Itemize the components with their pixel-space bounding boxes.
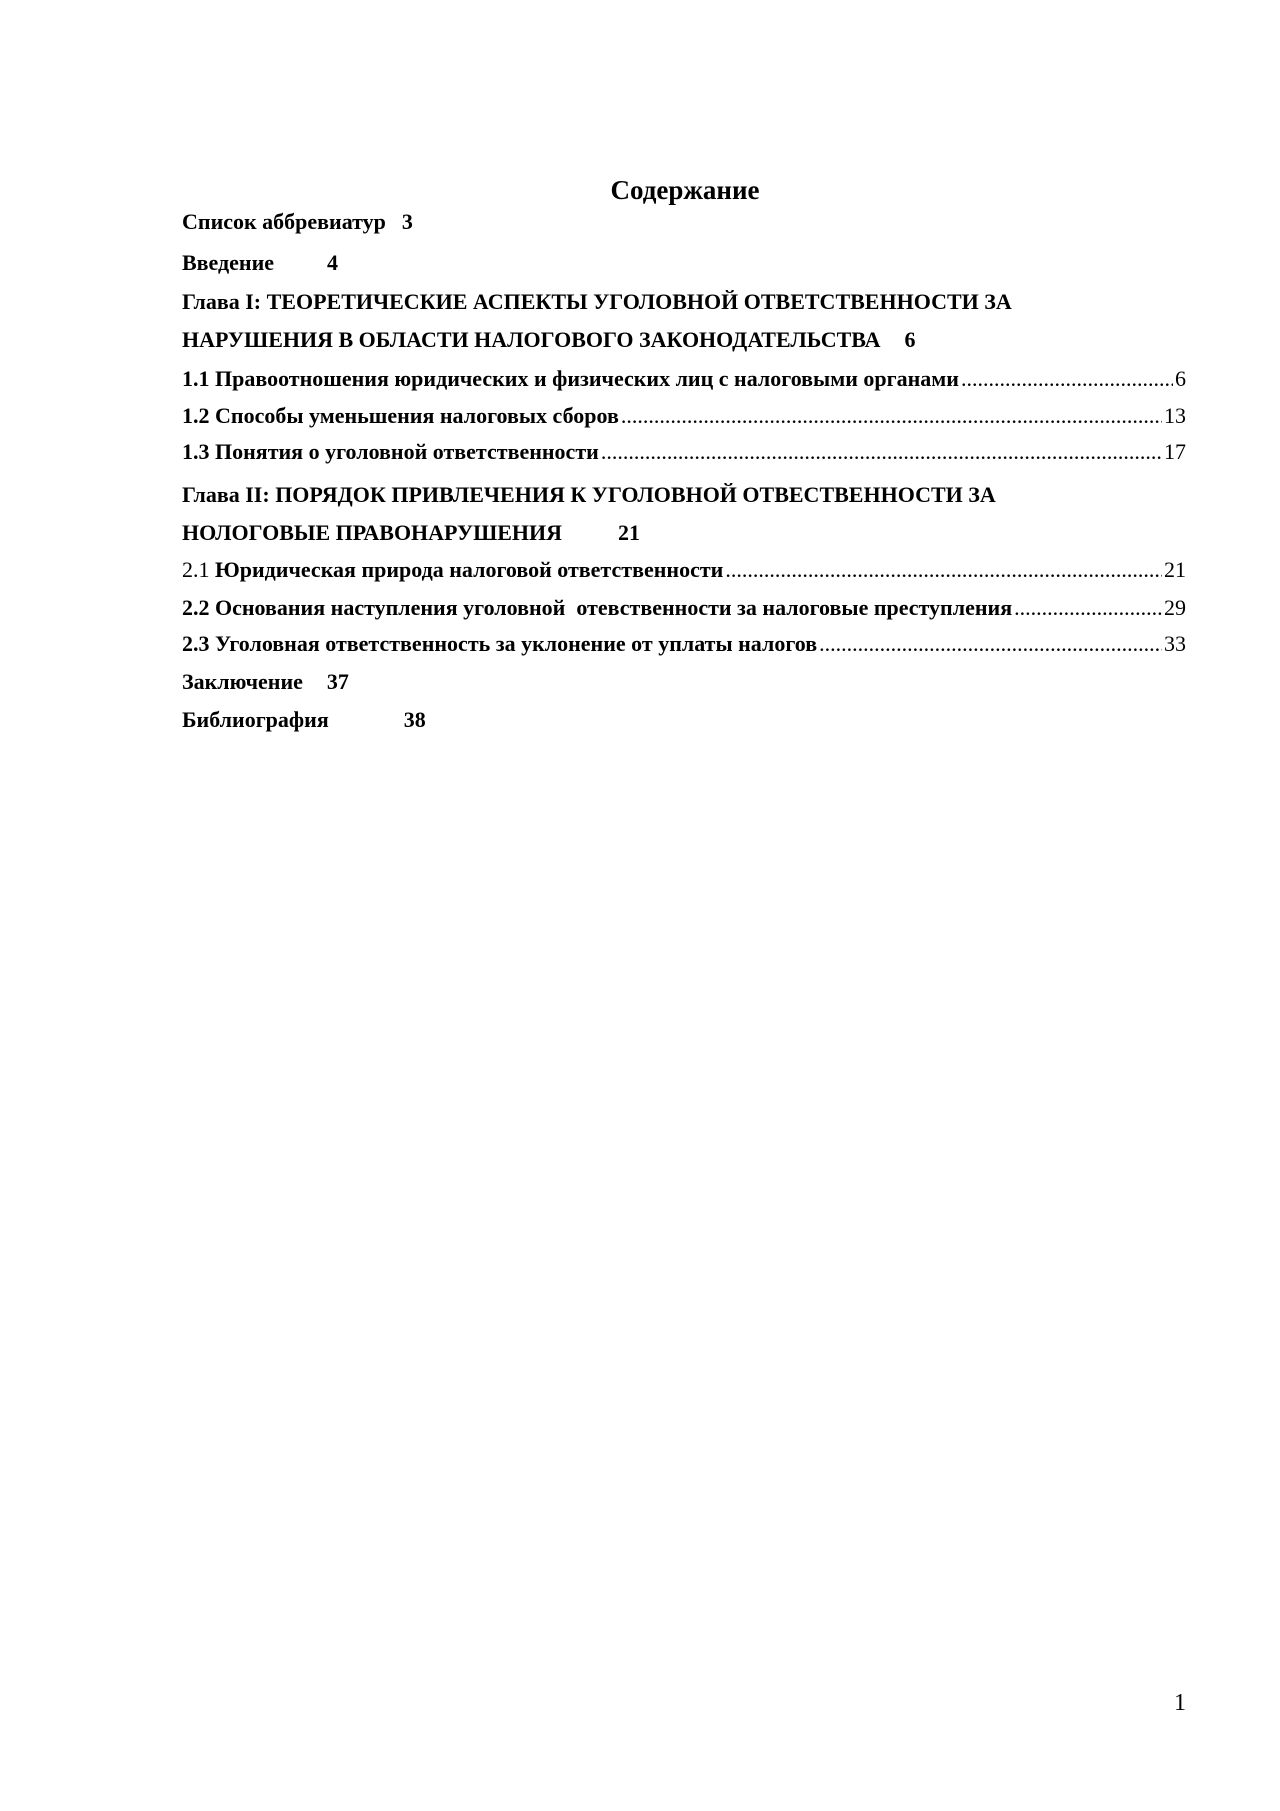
toc-entry-abbreviations[interactable] — [182, 207, 1186, 237]
toc-entry-page: 37 — [326, 669, 349, 694]
toc-entry-text: Введение — [182, 250, 275, 275]
toc-entry-text: 2.2 Основания наступления уголовной отевственности за налоговые преступления — [182, 595, 1013, 620]
toc-entry-text: 1.2 Способы уменьшения налоговых сборов — [182, 403, 619, 428]
toc-entry-text: 1.1 Правоотношения юридических и физических лиц с налоговыми органами — [182, 366, 959, 391]
toc-entry-introduction[interactable] — [182, 248, 1186, 278]
toc-entry-page: 17 — [1164, 439, 1186, 464]
toc-dot-leader — [621, 401, 1162, 431]
toc-entry-conclusion[interactable] — [182, 667, 1186, 697]
toc-entry-1-3[interactable] — [182, 437, 1186, 467]
toc-dot-leader — [601, 437, 1162, 467]
toc-entry-chapter-2-line2[interactable] — [182, 518, 1186, 548]
toc-dot-leader — [1014, 593, 1162, 623]
toc-entry-text: Глава II: ПОРЯДОК ПРИВЛЕЧЕНИЯ К УГОЛОВНОЙ ОТВЕСТВЕННОСТИ ЗА — [182, 482, 996, 507]
toc-entry-text: Библиография — [182, 707, 329, 732]
toc-entry-2-1[interactable] — [182, 555, 1186, 585]
toc-entry-number: 2.1 — [182, 557, 210, 582]
toc-entry-text: Список аббревиатур — [182, 209, 386, 234]
toc-entry-page: 6 — [1175, 366, 1186, 391]
toc-entry-1-1[interactable] — [182, 364, 1186, 394]
toc-dot-leader — [819, 629, 1162, 659]
toc-entry-page: 6 — [904, 327, 916, 352]
toc-entry-1-2[interactable] — [182, 401, 1186, 431]
toc-entry-page: 21 — [1164, 557, 1186, 582]
toc-entry-chapter-1-line2[interactable] — [182, 325, 1186, 355]
toc-entry-page: 33 — [1164, 631, 1186, 656]
toc-entry-text: 1.3 Понятия о уголовной ответственности — [182, 439, 599, 464]
toc-entry-page: 38 — [403, 707, 426, 732]
toc-entry-text: Юридическая природа налоговой ответственности — [215, 557, 724, 582]
toc-entry-chapter-2-line1[interactable] — [182, 480, 1186, 510]
toc-entry-text: НАРУШЕНИЯ В ОБЛАСТИ НАЛОГОВОГО ЗАКОНОДАТЕЛЬСТВА — [182, 327, 881, 352]
toc-title: Содержание — [610, 175, 760, 205]
toc-entry-text: НОЛОГОВЫЕ ПРАВОНАРУШЕНИЯ — [182, 520, 563, 545]
toc-entry-page: 21 — [618, 520, 641, 545]
toc-entry-text: 2.3 Уголовная ответственность за уклонение от уплаты налогов — [182, 631, 818, 656]
toc-entry-2-2[interactable] — [182, 593, 1186, 623]
toc-entry-2-3[interactable] — [182, 629, 1186, 659]
toc-entry-page: 29 — [1164, 595, 1186, 620]
toc-entry-page: 13 — [1164, 403, 1186, 428]
toc-dot-leader — [725, 555, 1162, 585]
toc-entry-bibliography[interactable] — [182, 705, 1186, 735]
page-number: 1 — [1174, 1690, 1186, 1716]
toc-entry-text: Глава I: ТЕОРЕТИЧЕСКИЕ АСПЕКТЫ УГОЛОВНОЙ ОТВЕТСТВЕННОСТИ ЗА — [182, 289, 1012, 314]
toc-dot-leader — [961, 364, 1173, 394]
toc-entry-chapter-1-line1[interactable] — [182, 287, 1186, 317]
toc-entry-page: 3 — [401, 209, 413, 234]
toc-entry-text: Заключение — [182, 669, 303, 694]
toc-entry-page: 4 — [327, 250, 339, 275]
